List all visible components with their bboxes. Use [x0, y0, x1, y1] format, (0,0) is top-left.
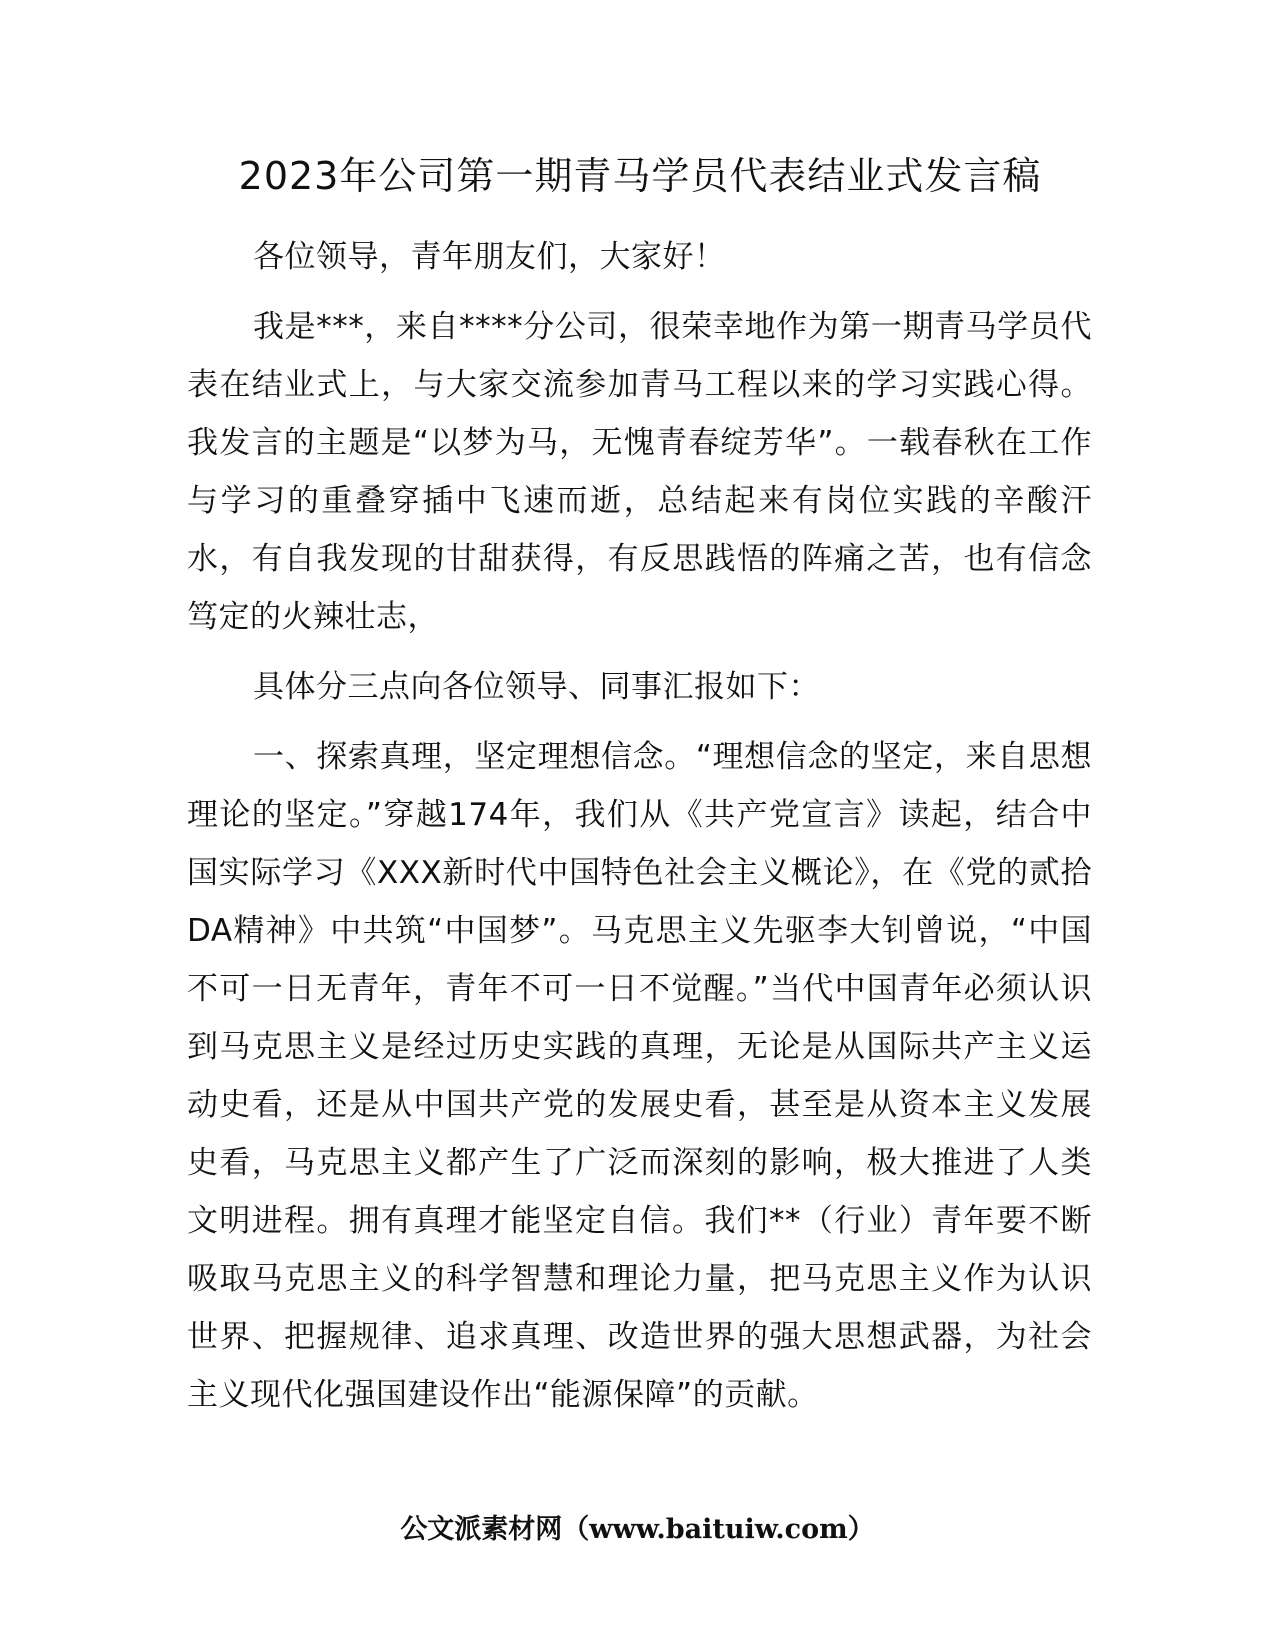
section-one-paragraph: 一、探索真理，坚定理想信念。“理想信念的坚定，来自思想理论的坚定。”穿越174年，我们从《共产党宣言》读起，结合中国实际学习《XXX新时代中国特色社会主义概论》，在《党的贰拾DA精神》中共筑“中国梦”。马克思主义先驱李大钊曾说，“中国不可一日无青年，青年不可一日不觉醒。”当代中国青年必须认识到马克思主义是经过历史实践的真理，无论是从国际共产主义运动史看，还是从中国共产党的发展史看，甚至是从资本主义发展史看，马克思主义都产生了广泛而深刻的影响，极大推进了人类文明进程。拥有真理才能坚定自信。我们**（行业）青年要不断吸取马克思主义的科学智慧和理论力量，把马克思主义作为认识世界、把握规律、追求真理、改造世界的强大思想武器，为社会主义现代化强国建设作出“能源保障”的贡献。 — [187, 739, 1092, 1413]
document-body — [187, 228, 1092, 1424]
outline-paragraph: 具体分三点向各位领导、同事汇报如下： — [253, 669, 820, 705]
greeting-paragraph: 各位领导，青年朋友们，大家好！ — [253, 239, 726, 275]
document-title: 2023年公司第一期青马学员代表结业式发言稿 — [238, 154, 1042, 198]
introduction-paragraph: 我是***，来自****分公司，很荣幸地作为第一期青马学员代表在结业式上，与大家交流参加青马工程以来的学习实践心得。我发言的主题是“以梦为马，无愧青春绽芳华”。一载春秋在工作与学习的重叠穿插中飞速而逝，总结起来有岗位实践的辛酸汗水，有自我发现的甘甜获得，有反思践悟的阵痛之苦，也有信念笃定的火辣壮志， — [187, 309, 1092, 635]
footer-watermark: 公文派素材网（www.baituiw.com） — [400, 1514, 875, 1545]
